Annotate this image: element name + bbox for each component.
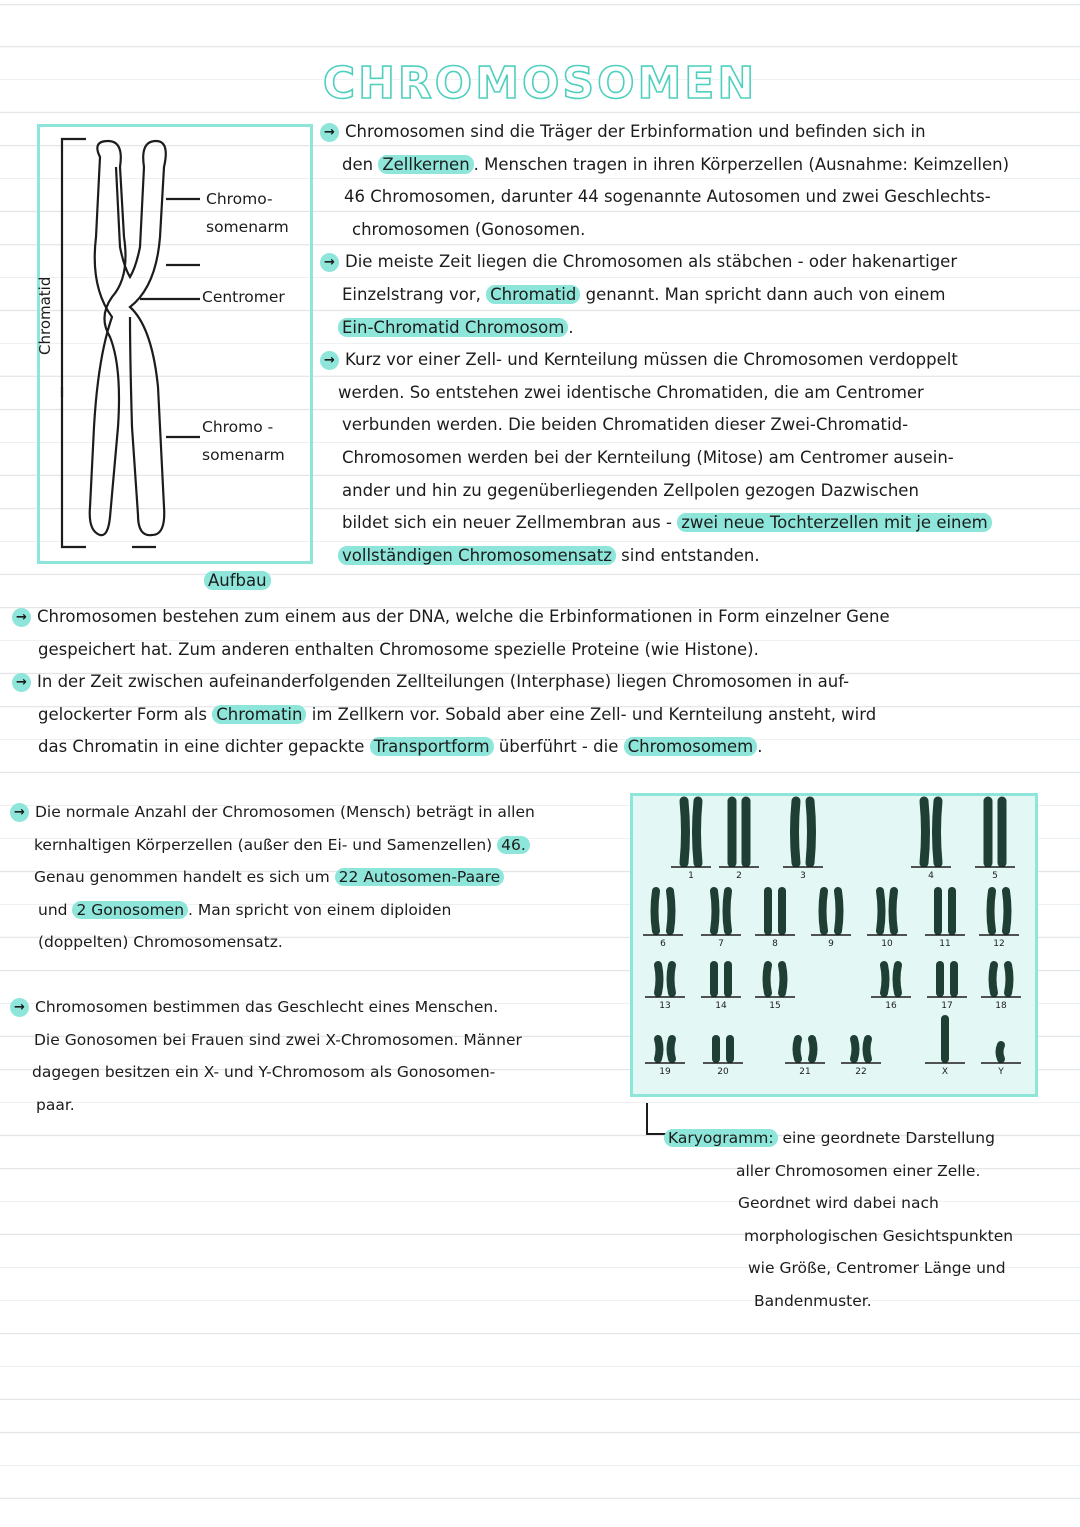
karyogram-label: 15 <box>769 1001 781 1011</box>
chromosome-mark <box>782 965 784 993</box>
karyogram-pair-9 <box>811 891 851 949</box>
karyogram-label: 1 <box>688 871 694 881</box>
karyogram-pair-19 <box>645 1039 685 1077</box>
intro-text: → Chromosomen sind die Träger der Erbinformation und befinden sich in den Zellkernen . Menschen tragen in ihren Körperzellen (Ausnahme: Keimzellen) 46 Chromosomen, darunter 44 sogenannte Autosomen und zwei Geschlechts- chromosomen (Gonosomen. → Die meiste Zeit liegen die Chromosomen als stäbchen - oder hakenartiger Einzelstrang vor, Chromatid genannt. Man spricht dann auch von einem Ein-Chromatid Chromosom . → Kurz vor einer Zell- und Kernteilung müssen die Chromosomen verdoppelt werden. So entstehen zwei identische Chromatiden, die am Centromer verbunden werden. Die beiden Chromatiden dieser Zwei-Chromatid- Chromosomen werden bei der Kernteilung (Mitose) am Centromer ausein- ander und hin zu gegenüberliegenden Zellpolen gezogen Dazwischen bildet sich ein neuer Zellmembran aus - zwei neue Tochterzellen mit je einem vollständigen Chromosomensatz sind entstanden. <box>320 116 1009 572</box>
arrow-icon: → <box>10 998 29 1017</box>
karyogram-pair-21 <box>785 1039 825 1077</box>
karyogram-label: 3 <box>800 871 806 881</box>
karyogram-label: Y <box>998 1067 1004 1077</box>
arrow-icon: → <box>320 123 339 142</box>
chromosome-mark <box>838 891 840 931</box>
karyogram-box <box>630 793 1038 1097</box>
arrow-icon: → <box>320 253 339 272</box>
chromosome-mark <box>767 965 769 993</box>
karyogram-pair-6 <box>643 891 683 949</box>
karyogram-label: 8 <box>772 939 778 949</box>
chromosome-mark <box>867 1039 869 1059</box>
karyogram-pair-18 <box>981 965 1021 1011</box>
karyogram-pair-16 <box>871 965 911 1011</box>
karyogram-label: 6 <box>660 939 666 949</box>
chromosome-diagram-box <box>37 124 313 564</box>
karyogram-label: 16 <box>885 1001 897 1011</box>
diagram-caption: Aufbau <box>204 571 271 590</box>
karyogram-pair-4 <box>911 801 951 881</box>
chromosome-mark <box>893 891 895 931</box>
chromosome-mark <box>993 965 995 993</box>
karyogram-pair-8 <box>755 891 795 949</box>
karyogram-label: 5 <box>992 871 998 881</box>
chromosome-mark <box>658 1039 660 1059</box>
karyogram-label: 18 <box>995 1001 1007 1011</box>
chromosome-mark <box>897 965 899 993</box>
chromosome-mark <box>658 965 660 993</box>
arm-bottom-label-1: Chromo - <box>202 418 274 436</box>
chromosome-mark <box>697 801 699 863</box>
chromatid-bracket <box>62 139 86 547</box>
karyogram <box>633 796 1035 1094</box>
karyogram-label: 2 <box>736 871 742 881</box>
karyogram-pair-Y <box>981 1045 1021 1077</box>
chromosome-mark <box>937 801 939 863</box>
structure-text: → Chromosomen bestehen zum einem aus der DNA, welche die Erbinformationen in Form einzelner Gene gespeichert hat. Zum anderen enthalten Chromosome spezielle Proteine (wie Histone). → In der Zeit zwischen aufeinanderfolgenden Zellteilungen (Interphase) liegen Chromosomen in auf- gelockerter Form als Chromatin im Zellkern vor. Sobald aber eine Zell- und Kernteilung ansteht, wird das Chromatin in eine dichter gepackte Transportform überführt - die Chromosomem . <box>12 601 890 764</box>
karyogram-pair-17 <box>927 965 967 1011</box>
arrow-icon: → <box>320 351 339 370</box>
arrow-icon: → <box>12 673 31 692</box>
karyogram-label: 4 <box>928 871 934 881</box>
karyogram-pair-5 <box>975 801 1015 881</box>
chromosome-mark <box>671 965 673 993</box>
chromosome-mark <box>670 891 672 931</box>
karyogram-label: 20 <box>717 1067 729 1077</box>
chromosome-mark <box>795 801 797 863</box>
karyogram-pair-20 <box>703 1039 743 1077</box>
karyogram-pair-7 <box>701 891 741 949</box>
karyogram-note: Karyogramm: eine geordnete Darstellung aller Chromosomen einer Zelle. Geordnet wird dabei nach morphologischen Gesichtspunkten wie Größe, Centromer Länge und Bandenmuster. <box>664 1122 1013 1318</box>
chromosome-mark <box>812 1039 814 1059</box>
centromer-label: Centromer <box>202 288 285 306</box>
arrow-icon: → <box>12 608 31 627</box>
karyogram-pair-2 <box>719 801 759 881</box>
karyogram-pair-11 <box>925 891 965 949</box>
karyogram-label: X <box>941 1067 949 1077</box>
chromosome-mark <box>1000 1045 1002 1059</box>
chromosome-mark <box>684 801 686 863</box>
chromatid-label: Chromatid <box>36 276 54 355</box>
karyogram-label: 19 <box>659 1067 671 1077</box>
arrow-icon: → <box>10 803 29 822</box>
karyogram-label: 17 <box>941 1001 953 1011</box>
karyogram-pair-15 <box>755 965 795 1011</box>
page-title: CHROMOSOMEN <box>322 58 758 109</box>
count-text: → Die normale Anzahl der Chromosomen (Mensch) beträgt in allen kernhaltigen Körperzellen (außer den Ei- und Samenzellen) 46. Genau genommen handelt es sich um 22 Autosomen-Paare und 2 Gonosomen . Man spricht von einem diploiden (doppelten) Chromosomensatz. <box>10 796 535 959</box>
karyogram-label: 7 <box>718 939 724 949</box>
chromosome-mark <box>810 801 812 863</box>
karyogram-pair-10 <box>867 891 907 949</box>
karyogram-label: 13 <box>659 1001 671 1011</box>
chromosome-mark <box>797 1039 799 1059</box>
chromosome-mark <box>1008 965 1010 993</box>
chromosome-mark <box>714 891 716 931</box>
karyogram-label: 10 <box>881 939 893 949</box>
chromosome-mark <box>655 891 657 931</box>
chromosome-mark <box>924 801 926 863</box>
chromosome-mark <box>880 891 882 931</box>
karyogram-pair-1 <box>671 801 711 881</box>
karyogram-label: 9 <box>828 939 834 949</box>
arm-bottom-label-2: somenarm <box>202 446 285 464</box>
karyogram-pair-12 <box>979 891 1019 949</box>
chromosome-mark <box>671 1039 673 1059</box>
sex-text: → Chromosomen bestimmen das Geschlecht eines Menschen. Die Gonosomen bei Frauen sind zwei X-Chromosomen. Männer dagegen besitzen ein X- und Y-Chromosom als Gonosomen- paar. <box>10 991 522 1121</box>
karyogram-pair-14 <box>701 965 741 1011</box>
karyogram-label: 11 <box>939 939 951 949</box>
karyogram-label: 22 <box>855 1067 867 1077</box>
chromosome-mark <box>884 965 886 993</box>
karyogram-label: 14 <box>715 1001 727 1011</box>
karyogram-pair-22 <box>841 1039 881 1077</box>
arm-top-label-2: somenarm <box>206 218 289 236</box>
karyogram-pair-3 <box>783 801 823 881</box>
arm-top-label-1: Chromo- <box>206 190 273 208</box>
chromosome-mark <box>991 891 993 931</box>
chromosome-mark <box>1006 891 1008 931</box>
chromosome-mark <box>823 891 825 931</box>
karyogram-pair-X <box>925 1019 965 1077</box>
karyogram-label: 12 <box>993 939 1005 949</box>
chromosome-mark <box>854 1039 856 1059</box>
karyogram-pair-13 <box>645 965 685 1011</box>
karyogram-label: 21 <box>799 1067 811 1077</box>
chromosome-mark <box>727 891 729 931</box>
